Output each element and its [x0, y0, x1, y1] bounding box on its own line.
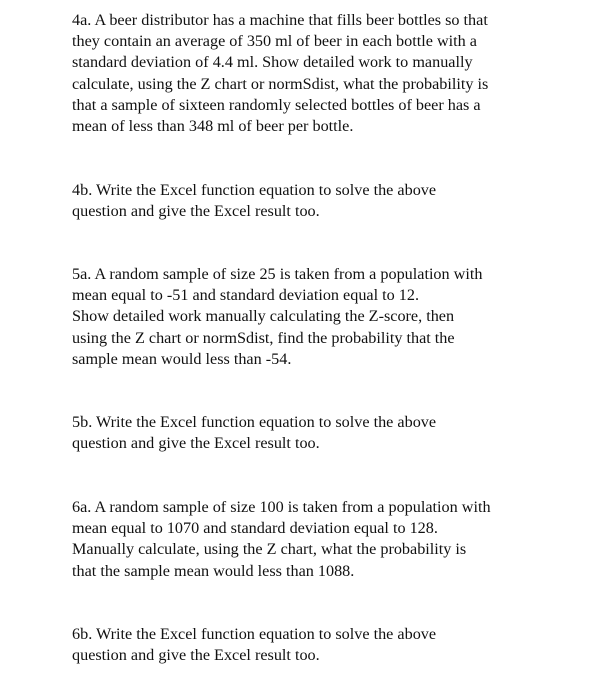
question-line: that a sample of sixteen randomly selected bottles of beer has a	[72, 95, 481, 114]
question-line: 6b. Write the Excel function equation to solve the above	[72, 625, 437, 643]
question-line: question and give the Excel result too.	[72, 646, 320, 665]
question-line: question and give the Excel result too.	[72, 202, 320, 221]
question-line: 4b. Write the Excel function equation to solve the above	[72, 181, 437, 199]
question-line: 5a. A random sample of size 25 is taken from a population with	[72, 265, 483, 283]
question-line: calculate, using the Z chart or normSdist, what the probability is	[72, 74, 489, 93]
question-4b	[72, 180, 572, 222]
question-5a	[72, 264, 572, 370]
question-6a	[72, 497, 572, 582]
question-5b	[72, 412, 572, 454]
question-line: mean equal to 1070 and standard deviation equal to 128.	[72, 519, 438, 538]
question-line: sample mean would less than -54.	[72, 349, 292, 368]
question-line: using the Z chart or normSdist, find the probability that the	[72, 328, 455, 347]
question-4a	[72, 10, 572, 137]
question-line: that the sample mean would less than 1088.	[72, 561, 355, 580]
question-line: question and give the Excel result too.	[72, 434, 320, 453]
question-line: they contain an average of 350 ml of beer in each bottle with a	[72, 32, 477, 51]
question-line: 4a. A beer distributor has a machine that fills beer bottles so that	[72, 11, 488, 29]
question-line: 5b. Write the Excel function equation to solve the above	[72, 413, 437, 431]
question-line: Show detailed work manually calculating the Z-score, then	[72, 307, 455, 326]
question-line: mean equal to -51 and standard deviation equal to 12.	[72, 286, 420, 305]
question-line: mean of less than 348 ml of beer per bottle.	[72, 117, 354, 136]
question-line: Manually calculate, using the Z chart, what the probability is	[72, 540, 467, 559]
question-line: standard deviation of 4.4 ml. Show detailed work to manually	[72, 53, 473, 72]
question-6b	[72, 624, 572, 666]
question-line: 6a. A random sample of size 100 is taken from a population with	[72, 498, 491, 516]
